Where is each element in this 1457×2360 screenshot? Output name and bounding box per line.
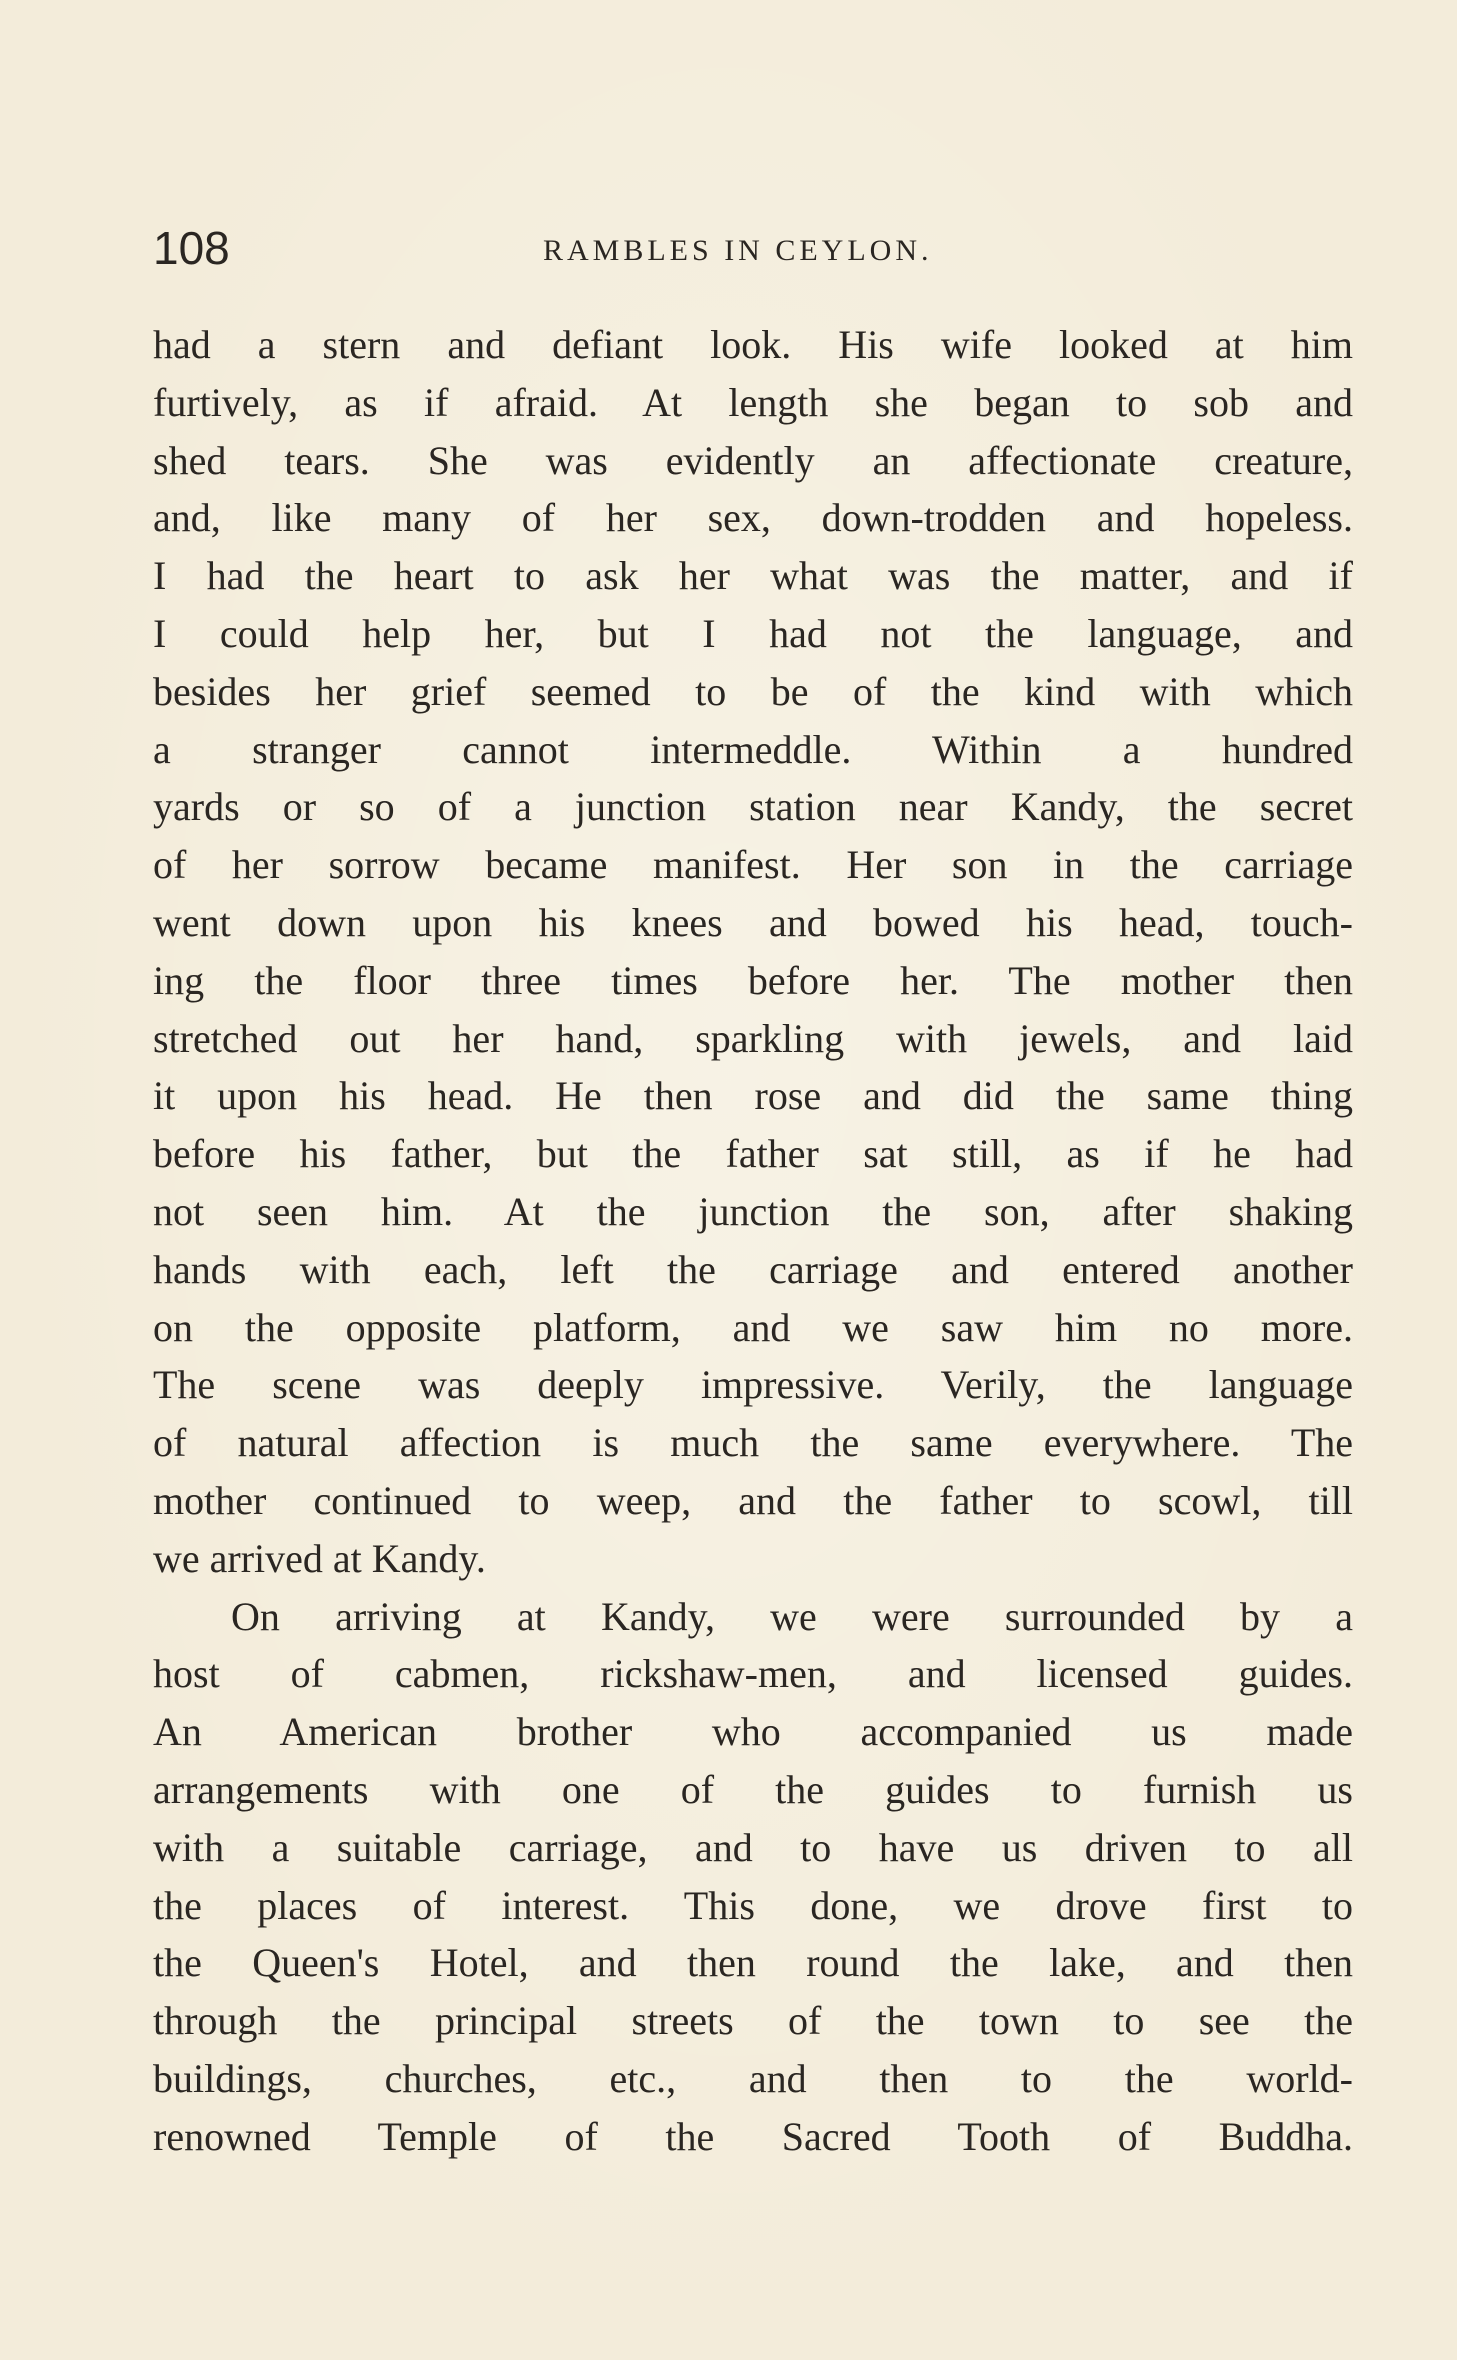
text-line: stretched out her hand, sparkling with jewels, and laid [153, 1015, 1353, 1061]
text-line: through the principal streets of the town to see the [153, 1998, 1353, 2044]
text-line: hands with each, left the carriage and entered another [153, 1246, 1353, 1292]
text-line: arrangements with one of the guides to furnish us [153, 1766, 1353, 1812]
text-line: shed tears. She was evidently an affectionate creature, [153, 437, 1353, 483]
body-text [153, 316, 1353, 2166]
text-line: renowned Temple of the Sacred Tooth of Buddha. [153, 2113, 1353, 2159]
running-head [153, 218, 1353, 278]
text-line: and, like many of her sex, down-trodden and hopeless. [153, 495, 1353, 541]
text-line: mother continued to weep, and the father to scowl, till [153, 1477, 1353, 1523]
text-line: buildings, churches, etc., and then to the world- [153, 2055, 1353, 2101]
text-line: An American brother who accompanied us made [153, 1709, 1353, 1755]
text-line: with a suitable carriage, and to have us driven to all [153, 1824, 1353, 1870]
text-line: the Queen's Hotel, and then round the lake, and then [153, 1940, 1353, 1986]
text-line: yards or so of a junction station near Kandy, the secret [153, 784, 1353, 830]
paragraph-start-line: On arriving at Kandy, we were surrounded by a [231, 1593, 1353, 1639]
text-line: not seen him. At the junction the son, after shaking [153, 1188, 1353, 1234]
text-line: had a stern and defiant look. His wife looked at him [153, 322, 1353, 367]
text-line: a stranger cannot intermeddle. Within a hundred [153, 726, 1353, 772]
page-number: 108 [153, 222, 230, 274]
text-line: I had the heart to ask her what was the matter, and if [153, 553, 1353, 599]
text-line: The scene was deeply impressive. Verily, the language [153, 1362, 1353, 1408]
text-line: furtively, as if afraid. At length she began to sob and [153, 379, 1353, 425]
text-line: host of cabmen, rickshaw-men, and licensed guides. [153, 1651, 1353, 1697]
text-line: I could help her, but I had not the language, and [153, 610, 1353, 656]
text-line: the places of interest. This done, we drove first to [153, 1882, 1353, 1928]
paragraph-end-line: we arrived at Kandy. [153, 1535, 486, 1581]
text-line: besides her grief seemed to be of the kind with which [153, 668, 1353, 714]
running-title: RAMBLES IN CEYLON. [543, 234, 933, 267]
text-line: it upon his head. He then rose and did the same thing [153, 1073, 1353, 1119]
text-line: before his father, but the father sat still, as if he had [153, 1131, 1353, 1177]
text-line: on the opposite platform, and we saw him no more. [153, 1304, 1353, 1350]
text-line: of natural affection is much the same everywhere. The [153, 1420, 1353, 1466]
text-line: of her sorrow became manifest. Her son in the carriage [153, 842, 1353, 888]
text-line: ing the floor three times before her. The mother then [153, 957, 1353, 1003]
text-line: went down upon his knees and bowed his head, touch- [153, 899, 1353, 945]
